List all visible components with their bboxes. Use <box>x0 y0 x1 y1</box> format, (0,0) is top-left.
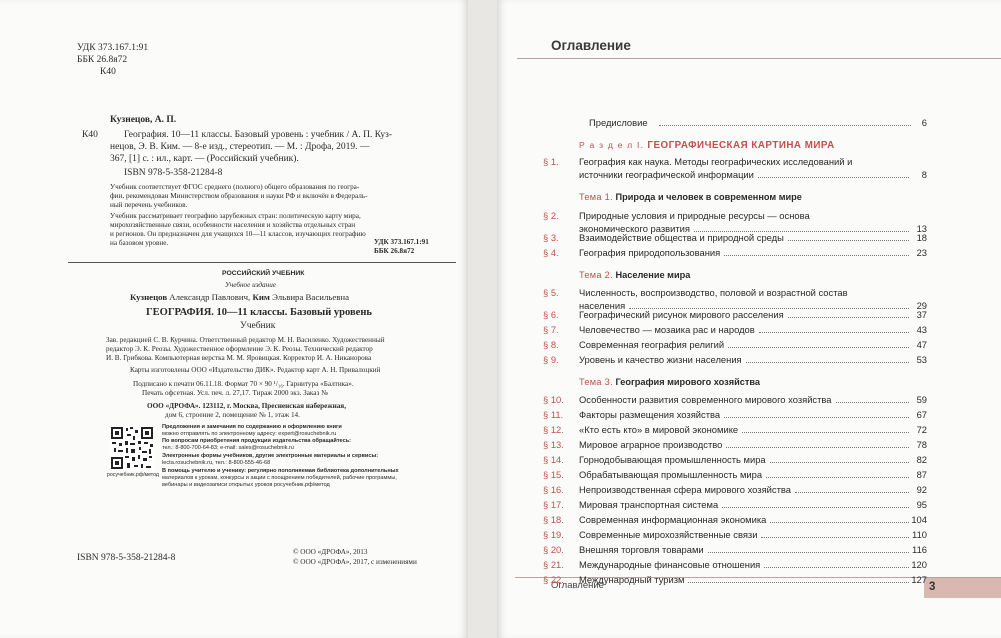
leader-dots <box>766 477 909 478</box>
toc-entry-number: § 16. <box>543 484 564 495</box>
page-number-box <box>924 578 1001 598</box>
leader-dots <box>724 255 909 256</box>
imprint-page <box>0 0 468 638</box>
toc-entry[interactable] <box>543 155 927 181</box>
annotation-2-line-2: мирохозяйственные связи, особенности населения и хозяйства отдельных стран <box>110 221 356 229</box>
toc-section-heading <box>579 140 835 151</box>
theme-label: Тема 2. <box>579 270 613 280</box>
leader-dots <box>659 125 911 126</box>
toc-entry-page: 110 <box>912 529 927 540</box>
toc-entry-preface[interactable] <box>543 116 927 129</box>
toc-entry-page: 67 <box>916 409 927 420</box>
qr-code[interactable] <box>109 425 155 471</box>
section-label: Р а з д е л I. <box>579 140 645 150</box>
toc-entry-page: 18 <box>916 232 927 243</box>
bbk-code-2: ББК 26.8я72 <box>374 247 415 255</box>
toc-entry-number: § 15. <box>543 469 564 480</box>
print-line-1: Подписано к печати 06.11.18. Формат 70 × 90 ¹/₁₆. Гарнитура «Балтика». <box>133 380 354 388</box>
toc-entry[interactable] <box>543 573 927 586</box>
toc-theme-2 <box>579 270 690 280</box>
annotation-2-line-3: и регионов. Он предназначен для учащихся 10—11 классов, изучающих географию <box>110 230 366 238</box>
toc-theme-1 <box>579 192 802 202</box>
toc-top-rule <box>517 58 1001 59</box>
leader-dots <box>788 240 909 241</box>
leader-dots <box>770 522 909 523</box>
toc-entry-text: Обрабатывающая промышленность мира <box>579 469 763 480</box>
toc-entry-page: 92 <box>916 484 927 495</box>
print-line-2: Печать офсетная. Усл. печ. л. 27,17. Тираж 2000 экз. Заказ № <box>142 389 328 397</box>
udk-code-2: УДК 373.167.1:91 <box>374 238 429 246</box>
credits-line-1: Зав. редакцией С. В. Курчина. Ответственный редактор М. Н. Василенко. Художественный <box>106 336 385 344</box>
toc-entry-text: Факторы размещения хозяйства <box>579 409 721 420</box>
toc-entry-text: Международный туризм <box>579 574 685 585</box>
contacts-line-3: По вопросам приобретения продукции издательства обращайтесь: <box>162 438 352 444</box>
toc-entry-page: 87 <box>916 469 927 480</box>
theme-title: География мирового хозяйства <box>612 377 760 387</box>
toc-entry-text: Природные условия и природные ресурсы — основа экономического развития <box>579 210 810 234</box>
toc-entry-text: «Кто есть кто» в мировой экономике <box>579 424 739 435</box>
toc-entry-text: Взаимодействие общества и природной среды <box>579 232 784 243</box>
toc-entry-number: § 4. <box>543 247 559 258</box>
toc-theme-3 <box>579 377 760 387</box>
toc-entry-number: § 22. <box>543 574 564 585</box>
leader-dots <box>728 347 909 348</box>
toc-entry-number: § 14. <box>543 454 564 465</box>
udk-code: УДК 373.167.1:91 <box>77 43 149 53</box>
toc-entry[interactable] <box>543 231 927 244</box>
theme-label: Тема 1. <box>579 192 613 202</box>
toc-entry[interactable] <box>543 498 927 511</box>
contacts-line-4: тел.: 8-800-700-64-83; e-mail: sales@rosuchebnik.ru <box>162 445 294 451</box>
toc-entry-text: Горнодобывающая промышленность мира <box>579 454 766 465</box>
toc-page <box>497 0 1001 638</box>
toc-entry-number: § 8. <box>543 339 559 350</box>
toc-entry-text: Непроизводственная сфера мирового хозяйства <box>579 484 791 495</box>
toc-entry-number: § 11. <box>543 409 564 420</box>
toc-entry[interactable] <box>543 338 927 351</box>
toc-entry-page: 47 <box>916 339 927 350</box>
contacts-line-9: вебинары и видеозаписи открытых уроков росучебник.рф/метод <box>162 482 330 488</box>
toc-entry-page: 127 <box>911 574 927 585</box>
leader-dots <box>836 402 910 403</box>
annotation-1-line-3: ный перечень учебников. <box>110 201 188 209</box>
contacts-line-5: Электронные формы учебников, другие электронные материалы и сервисы: <box>162 453 379 459</box>
toc-title: Оглавление <box>551 38 631 53</box>
toc-entry-text: Человечество — мозаика рас и народов <box>579 324 755 335</box>
toc-entry-page: 116 <box>912 544 927 555</box>
contacts-line-2: можно отправлять по электронному адресу: expert@rosuchebnik.ru <box>162 431 337 437</box>
toc-entry-text: Особенности развития современного мирового хозяйства <box>579 394 832 405</box>
toc-entry[interactable] <box>543 438 927 451</box>
author-mark-side: К40 <box>82 130 98 140</box>
toc-entry-page: 78 <box>916 439 927 450</box>
section-title: ГЕОГРАФИЧЕСКАЯ КАРТИНА МИРА <box>644 140 835 151</box>
toc-entry-page: 37 <box>916 309 927 320</box>
annotation-1-line-1: Учебник соответствует ФГОС среднего (полного) общего образования по геогра- <box>110 183 360 191</box>
qr-caption: росучебник.рф/метод <box>107 472 159 478</box>
toc-entry[interactable] <box>543 408 927 421</box>
toc-entry-page: 43 <box>916 324 927 335</box>
leader-dots <box>758 177 909 178</box>
bib-line-3: 367, [1] с. : ил., карт. — (Российский учебник). <box>110 154 299 164</box>
author-name: Кузнецов, А. П. <box>110 115 177 125</box>
toc-entry-page: 29 <box>916 300 927 311</box>
contacts-line-7: В помощь учителю и ученику: регулярно пополняемая библиотека дополнительных <box>162 468 399 474</box>
toc-entry[interactable] <box>543 558 927 571</box>
toc-entry-page: 95 <box>916 499 927 510</box>
toc-entry-number: § 10. <box>543 394 564 405</box>
toc-entry-text: Современная география религий <box>579 339 725 350</box>
publisher-line-2: дом 6, строение 2, помещение № 1, этаж 14. <box>165 411 300 419</box>
toc-entry-page: 72 <box>916 424 927 435</box>
copyright-line-2: © ООО «ДРОФА», 2017, с изменениями <box>293 558 417 566</box>
toc-entry[interactable] <box>543 513 927 526</box>
toc-entry-number: § 12. <box>543 424 564 435</box>
toc-entry-number: § 9. <box>543 354 559 365</box>
toc-entry-page: 8 <box>921 169 927 180</box>
maps-credit: Карты изготовлены ООО «Издательство ДИК». Редактор карт А. Н. Привалоцкий <box>130 366 381 374</box>
contacts-line-6: lecta.rosuchebnik.ru, тел.: 8-800-555-46-68 <box>162 460 271 466</box>
leader-dots <box>746 362 909 363</box>
contacts-line-1: Предложения и замечания по содержанию и оформлению книги <box>162 424 342 430</box>
toc-entry-text: Внешняя торговля товарами <box>579 544 704 555</box>
theme-label: Тема 3. <box>579 377 613 387</box>
author-2-name: Эльвира Васильевна <box>269 292 350 302</box>
toc-entry-page: 13 <box>916 223 927 234</box>
toc-entry-number: § 6. <box>543 309 559 320</box>
toc-entry-page: 53 <box>916 354 927 365</box>
series-name: РОССИЙСКИЙ УЧЕБНИК <box>222 270 305 277</box>
toc-entry-text: География как наука. Методы географических исследований и источники географической информации <box>579 156 853 180</box>
toc-entry-page: 6 <box>921 117 927 128</box>
page-number: 3 <box>929 581 936 593</box>
toc-entry[interactable] <box>543 308 927 321</box>
toc-entry[interactable] <box>543 423 927 436</box>
toc-entry-number: § 7. <box>543 324 559 335</box>
toc-entry-page: 120 <box>911 559 927 570</box>
publisher-line-1: ООО «ДРОФА». 123112, г. Москва, Пресненская набережная, <box>147 402 346 410</box>
bbk-code: ББК 26.8я72 <box>77 55 128 65</box>
divider <box>68 262 456 263</box>
leader-dots <box>761 537 909 538</box>
credits-line-3: И. В. Грибкова. Компьютерная верстка М. М. Яровицкая. Корректор И. А. Никанорова <box>106 354 372 362</box>
toc-entry[interactable] <box>543 323 927 336</box>
leader-dots <box>795 492 909 493</box>
copyright-line-1: © ООО «ДРОФА», 2013 <box>293 548 368 556</box>
toc-entry-text: Мировое аграрное производство <box>579 439 723 450</box>
toc-entry-number: § 13. <box>543 439 564 450</box>
toc-entry[interactable] <box>543 453 927 466</box>
book-title: ГЕОГРАФИЯ. 10—11 классы. Базовый уровень <box>146 307 372 318</box>
toc-entry[interactable] <box>543 353 927 366</box>
leader-dots <box>742 432 909 433</box>
leader-dots <box>722 507 909 508</box>
toc-entry-text: География природопользования <box>579 247 721 258</box>
toc-entry-number: § 17. <box>543 499 564 510</box>
authors-full <box>130 292 349 302</box>
toc-entry[interactable] <box>543 246 927 259</box>
author-2-surname: Ким <box>252 292 270 302</box>
author-1-name: Александр Павлович, <box>167 292 253 302</box>
leader-dots <box>726 447 909 448</box>
toc-entry-number: § 19. <box>543 529 564 540</box>
toc-entry-text: Мировая транспортная система <box>579 499 719 510</box>
toc-entry-page: 23 <box>916 247 927 258</box>
annotation-2-line-4: на базовом уровне. <box>110 239 169 247</box>
credits-line-2: редактор Э. К. Реозы. Художественное оформление Э. К. Реозы. Технический редактор <box>106 345 373 353</box>
toc-entry-text: Уровень и качество жизни населения <box>579 354 742 365</box>
contacts-line-8: материалов к урокам, конкурсы и акции с поощрением победителей, рабочие программы, <box>162 475 397 481</box>
toc-entry-number: § 18. <box>543 514 564 525</box>
toc-entry[interactable] <box>543 483 927 496</box>
toc-entry-number: § 3. <box>543 232 559 243</box>
toc-entry-text: Современные мирохозяйственные связи <box>579 529 758 540</box>
theme-title: Природа и человек в современном мире <box>612 192 802 202</box>
author-1-surname: Кузнецов <box>130 292 168 302</box>
toc-entry-text: Предисловие <box>589 117 648 128</box>
toc-entry[interactable] <box>543 393 927 406</box>
isbn-top: ISBN 978-5-358-21284-8 <box>124 168 223 178</box>
toc-entry[interactable] <box>543 528 927 541</box>
toc-entry-page: 59 <box>916 394 927 405</box>
toc-entry[interactable] <box>543 468 927 481</box>
toc-entry-number: § 21. <box>543 559 564 570</box>
toc-entry-number: § 5. <box>543 287 559 298</box>
toc-entry-text: Международные финансовые отношения <box>579 559 761 570</box>
annotation-1-line-2: фии, рекомендован Министерством образования и науки РФ и включён в Федераль- <box>110 192 368 200</box>
book-type: Учебник <box>240 321 276 331</box>
toc-entry-page: 104 <box>911 514 927 525</box>
toc-entry-number: § 2. <box>543 210 559 221</box>
bib-line-1: География. 10—11 классы. Базовый уровень : учебник / А. П. Куз- <box>124 130 393 140</box>
annotation-2-line-1: Учебник рассматривает географию зарубежных стран: политическую карту мира, <box>110 212 361 220</box>
toc-entry-text: Географический рисунок мирового расселения <box>579 309 784 320</box>
toc-entry-number: § 20. <box>543 544 564 555</box>
toc-entry-text: Численность, воспроизводство, половой и возрастной состав населения <box>579 287 848 311</box>
edition-type: Учебное издание <box>225 281 277 289</box>
leader-dots <box>724 417 909 418</box>
leader-dots <box>770 462 909 463</box>
leader-dots <box>764 567 909 568</box>
bib-line-2: нецов, Э. В. Ким. — 8-е изд., стереотип. — М. : Дрофа, 2019. — <box>110 142 370 152</box>
toc-entry[interactable] <box>543 543 927 556</box>
leader-dots <box>708 552 909 553</box>
leader-dots <box>759 332 909 333</box>
toc-entry-page: 82 <box>916 454 927 465</box>
footer-label: Оглавление <box>551 580 604 591</box>
toc-entry-number: § 1. <box>543 156 559 167</box>
theme-title: Население мира <box>612 270 691 280</box>
leader-dots <box>688 582 909 583</box>
isbn-bottom: ISBN 978-5-358-21284-8 <box>77 553 176 563</box>
toc-entry-text: Современная информационная экономика <box>579 514 767 525</box>
leader-dots <box>788 317 909 318</box>
author-mark: К40 <box>100 67 116 77</box>
